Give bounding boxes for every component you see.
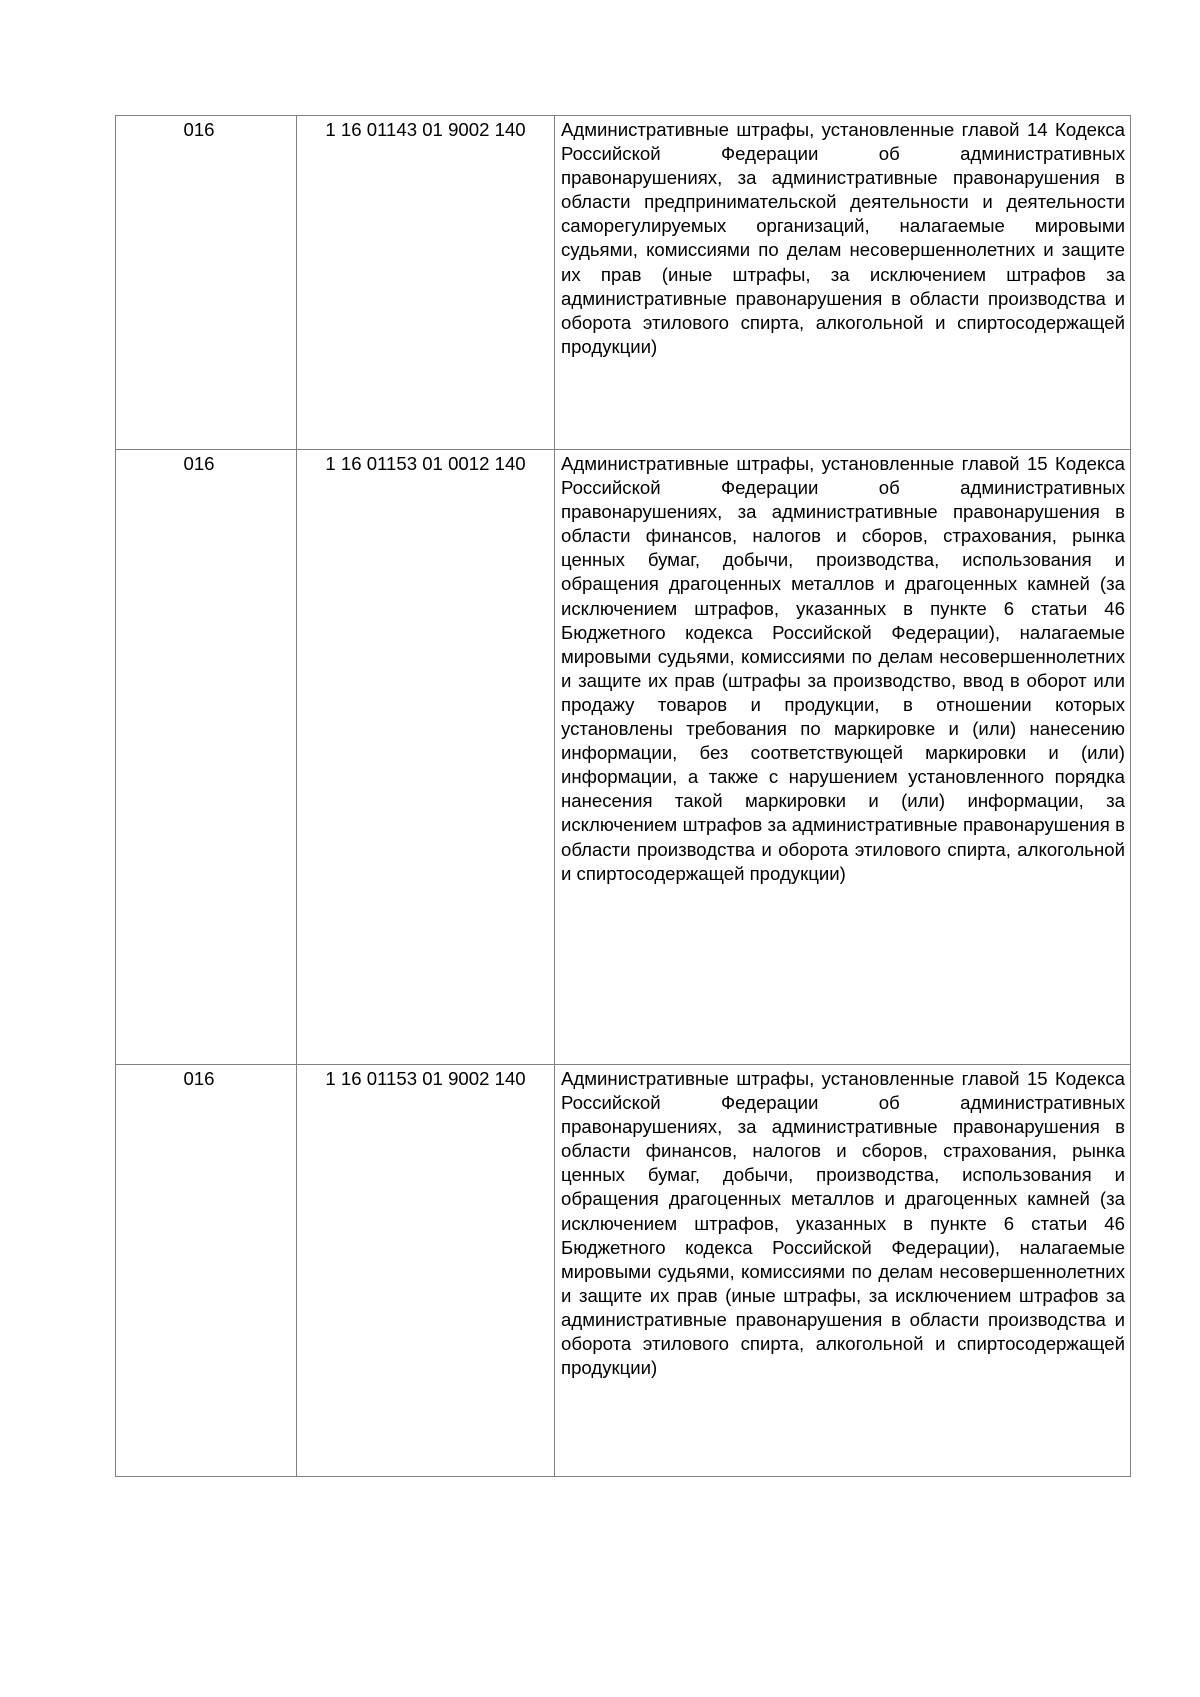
description-cell: Административные штрафы, установленные главой 15 Кодекса Российской Федерации об административных правонарушениях, за административные правонарушения в области финансов, налогов и сборов, страхования, рынка ценных бумаг, добычи, производства, использования и обращения драгоценных металлов и драгоценных камней (за исключением штрафов, указанных в пункте 6 статьи 46 Бюджетного кодекса Российской Федерации), налагаемые мировыми судьями, комиссиями по делам несовершеннолетних и защите их прав (штрафы за производство, ввод в оборот или продажу товаров и продукции, в отношении которых установлены требования по маркировке и (или) нанесению информации, без соответствующей маркировки и (или) информации, а также с нарушением установленного порядка нанесения такой маркировки и (или) информации, за исключением штрафов за административные правонарушения в области производства и оборота этилового спирта, алкогольной и спиртосодержащей продукции) [555,450,1131,1065]
table-row [116,1065,1131,1477]
kbk-code: 1 16 01153 01 0012 140 [325,453,526,474]
kbk-code: 1 16 01143 01 9002 140 [325,119,526,140]
admin-code-cell [116,1065,297,1477]
table-row [116,450,1131,1065]
table-row [116,116,1131,450]
kbk-code: 1 16 01153 01 9002 140 [325,1068,526,1089]
admin-code: 016 [183,453,215,474]
admin-code-cell [116,450,297,1065]
description-cell: Административные штрафы, установленные главой 15 Кодекса Российской Федерации об административных правонарушениях, за административные правонарушения в области финансов, налогов и сборов, страхования, рынка ценных бумаг, добычи, производства, использования и обращения драгоценных металлов и драгоценных камней (за исключением штрафов, указанных в пункте 6 статьи 46 Бюджетного кодекса Российской Федерации), налагаемые мировыми судьями, комиссиями по делам несовершеннолетних и защите их прав (иные штрафы, за исключением штрафов за административные правонарушения в области производства и оборота этилового спирта, алкогольной и спиртосодержащей продукции) [555,1065,1131,1477]
kbk-code-cell [297,450,555,1065]
kbk-code-cell [297,116,555,450]
admin-code: 016 [183,1068,215,1089]
description-cell: Административные штрафы, установленные главой 14 Кодекса Российской Федерации об административных правонарушениях, за административные правонарушения в области предпринимательской деятельности и деятельности саморегулируемых организаций, налагаемые мировыми судьями, комиссиями по делам несовершеннолетних и защите их прав (иные штрафы, за исключением штрафов за административные правонарушения в области производства и оборота этилового спирта, алкогольной и спиртосодержащей продукции) [555,116,1131,450]
revenue-codes-table [115,115,1131,1477]
kbk-code-cell [297,1065,555,1477]
admin-code-cell [116,116,297,450]
admin-code: 016 [183,119,215,140]
